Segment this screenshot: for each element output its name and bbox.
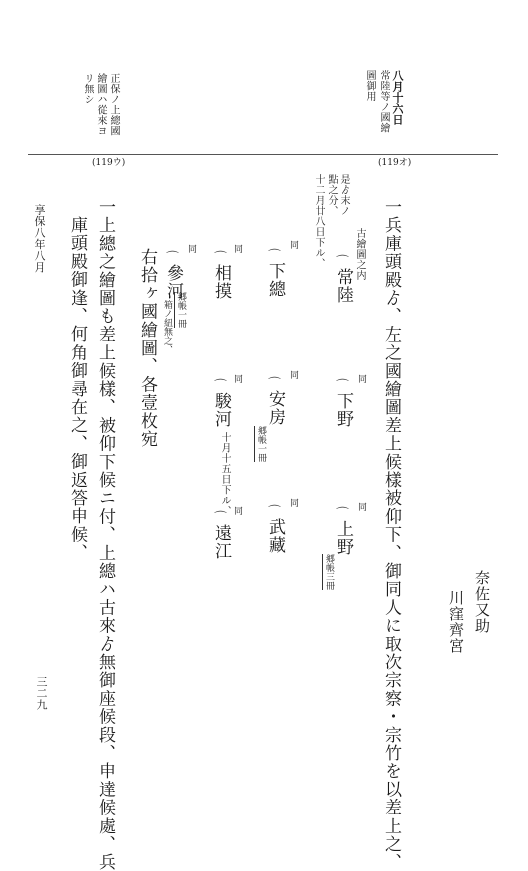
province-hitachi: 常陸 <box>333 268 353 305</box>
note-shoho-1: 是ゟ末ノ <box>338 174 349 216</box>
province-shimotsuke: 下野 <box>333 392 353 429</box>
marginal-note-line: 常陸等ノ國繪 <box>378 70 389 133</box>
register-note: 郷帳三冊 <box>324 554 334 590</box>
note-box-cord: 箱ノ紐無之、 <box>162 300 172 354</box>
same-mark: 同 <box>186 244 196 253</box>
marginal-note-line: 繪圖ハ從來ヨ <box>95 73 106 136</box>
marginal-heading: 八月十六日 <box>391 70 404 125</box>
same-mark: 同 <box>288 370 298 379</box>
same-mark: 同 <box>288 240 298 249</box>
same-mark: 同 <box>288 498 298 507</box>
marginal-note-line: リ無シ <box>82 73 93 105</box>
province-totomi: 遠江 <box>211 524 231 561</box>
main-entry-line: 一兵庫頭殿ゟ、左之國繪圖差上候樣被仰下、御同人に取次宗察・宗竹を以差上之、 <box>381 198 401 871</box>
marginal-note-line: 圖御用 <box>364 70 375 102</box>
bracket-mark: ⌒ <box>268 249 282 264</box>
name-nasa-matasuke: 奈佐又助 <box>473 570 491 634</box>
same-mark: 同 <box>232 506 242 515</box>
bracket-mark: ⌒ <box>336 379 350 394</box>
province-suruga: 駿河 <box>211 392 231 429</box>
name-kawakubo-itsuki: 川窪齊宮 <box>447 590 465 654</box>
register-note: 郷帳一冊 <box>256 426 266 462</box>
bracket-mark: ⌒ <box>268 377 282 392</box>
same-mark: 同 <box>356 502 366 511</box>
bracket-mark: ⌒ <box>268 505 282 520</box>
note-date-1: 十二月廿八日下ル、 <box>313 174 324 269</box>
bracket-mark: ⌒ <box>336 255 350 270</box>
province-musashi: 武藏 <box>265 518 285 555</box>
province-sagami: 相摸 <box>211 264 231 301</box>
bracket-mark: ⌒ <box>214 511 228 526</box>
province-shimousa: 下總 <box>265 262 285 299</box>
same-mark: 同 <box>356 374 366 383</box>
province-kozuke: 上野 <box>333 520 353 557</box>
page-number: 三二九 <box>35 676 48 711</box>
same-mark: 同 <box>232 244 242 253</box>
marginal-note-line: 正保ノ上總國 <box>108 73 119 136</box>
province-mikawa: 參河 <box>163 264 183 301</box>
province-awa: 安房 <box>265 390 285 427</box>
bracket-mark: ⌒ <box>214 379 228 394</box>
note-shoho-2: 點之分、 <box>326 174 337 216</box>
summary-line: 右拾ヶ國繪圖、各壹枚宛 <box>137 248 157 449</box>
note-date-2: 十月十五日下ル、 <box>219 432 230 516</box>
bracket-mark: ⌒ <box>166 251 180 266</box>
bracket-mark: ⌒ <box>336 507 350 522</box>
same-mark: 同 <box>232 374 242 383</box>
kazusa-line-1: 一上總之繪圖も差上候樣、被仰下候ニ付、上總ハ古來ゟ無御座候段、申達候處、兵 <box>95 198 115 871</box>
header-rule <box>28 154 498 155</box>
folio-ref-left: (119ウ) <box>92 158 126 168</box>
note-old-maps: 古繪圖之内 <box>354 228 365 281</box>
kazusa-line-2: 庫頭殿御逢、何角御尋在之、御返答申候、 <box>67 216 87 562</box>
register-note: 郷帳一冊 <box>176 292 186 328</box>
folio-ref-right: (119オ) <box>378 158 412 168</box>
date-footer: 享保八年八月 <box>33 204 46 273</box>
bracket-mark: ⌒ <box>214 251 228 266</box>
